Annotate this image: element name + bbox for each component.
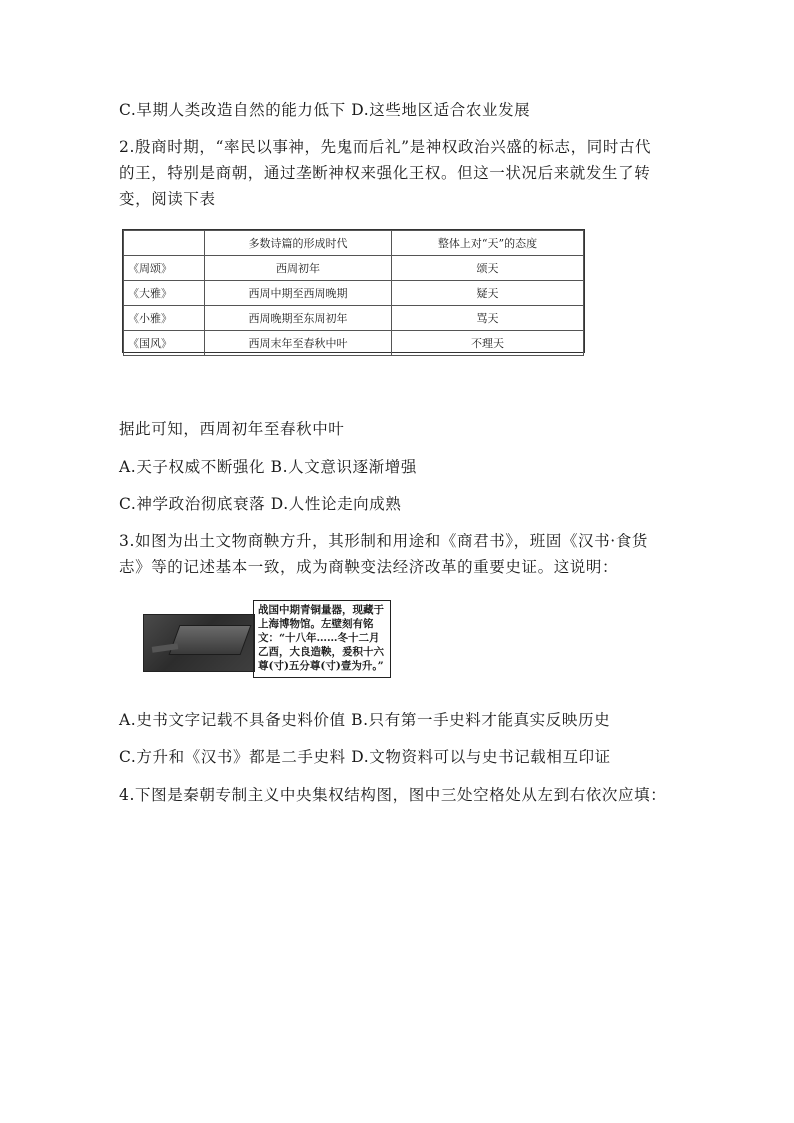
table-cell: 颂天 [392, 256, 584, 281]
table-cell: 西周中期至西周晚期 [205, 281, 392, 306]
table-header-row [124, 231, 584, 256]
q2-stem-line1: 2.殷商时期，“率民以事神，先鬼而后礼”是神权政治兴盛的标志，同时古代 [119, 138, 652, 156]
q2-question: 据此可知，西周初年至春秋中叶 [119, 420, 345, 438]
q3-options-cd: C.方升和《汉书》都是二手史料 D.文物资料可以与史书记载相互印证 [119, 748, 611, 766]
table-cell: 骂天 [392, 306, 584, 331]
poetry-table [122, 229, 585, 353]
q2-stem-line2: 的王，特别是商朝，通过垄断神权来强化王权。但这一状况后来就发生了转 [119, 164, 651, 182]
q1-options-cd: C.早期人类改造自然的能力低下 D.这些地区适合农业发展 [119, 101, 531, 119]
table-row [124, 281, 584, 306]
bronze-measure-body [169, 625, 252, 655]
photo-caption: 战国中期青铜量器，现藏于上海博物馆。左壁刻有铭文：“十八年……冬十二月乙酉，大良造鞅，爰积十六尊(寸)五分尊(寸)壹为升。” [253, 600, 391, 678]
table-row [124, 331, 584, 356]
table-header-cell: 整体上对“天”的态度 [392, 231, 584, 256]
q4-stem: 4.下图是秦朝专制主义中央集权结构图，图中三处空格处从左到右依次应填： [119, 786, 667, 804]
q3-stem-line2: 志》等的记述基本一致，成为商鞅变法经济改革的重要史证。这说明： [119, 558, 619, 576]
bronze-measure-photo [143, 614, 255, 672]
table-cell: 疑天 [392, 281, 584, 306]
table-row [124, 256, 584, 281]
table-cell: 《小雅》 [124, 306, 205, 331]
table-cell: 西周晚期至东周初年 [205, 306, 392, 331]
table-cell: 西周末年至春秋中叶 [205, 331, 392, 356]
q3-stem-line1: 3.如图为出土文物商鞅方升，其形制和用途和《商君书》，班固《汉书·食货 [119, 532, 648, 550]
q2-stem-line3: 变，阅读下表 [119, 190, 216, 208]
table-cell: 《周颂》 [124, 256, 205, 281]
table-row [124, 306, 584, 331]
table-header-cell [124, 231, 205, 256]
table-header-cell: 多数诗篇的形成时代 [205, 231, 392, 256]
q2-options-ab: A.天子权威不断强化 B.人文意识逐渐增强 [119, 458, 417, 476]
table-cell: 西周初年 [205, 256, 392, 281]
q2-options-cd: C.神学政治彻底衰落 D.人性论走向成熟 [119, 495, 402, 513]
table-cell: 不理天 [392, 331, 584, 356]
table-cell: 《国风》 [124, 331, 205, 356]
table-cell: 《大雅》 [124, 281, 205, 306]
q3-options-ab: A.史书文字记载不具备史料价值 B.只有第一手史料才能真实反映历史 [119, 711, 611, 729]
